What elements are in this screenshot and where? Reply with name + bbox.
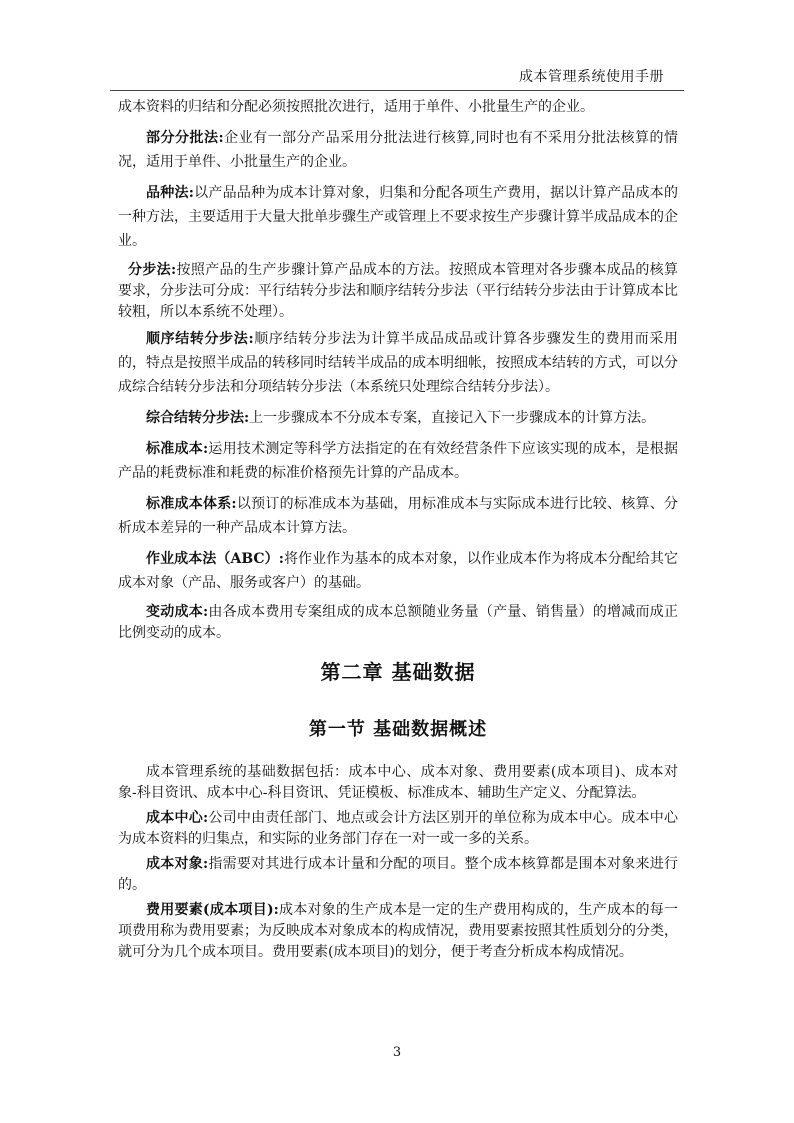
- definition-term: 分步法:: [128, 262, 177, 278]
- definition-term: 标准成本:: [146, 441, 209, 457]
- definition-term: 成本中心:: [146, 810, 209, 826]
- definition-paragraph: 费用要素(成本项目):成本对象的生产成本是一定的生产费用构成的，生产成本的每一项费用称为费用要素；为反映成本对象成本的构成情况，费用要素按照其性质划分的分类，就可分为几个成本项目。费用要素(成本项目)的划分，便于考查分析成本构成情况。: [118, 902, 678, 960]
- definition-paragraph: 变动成本:由各成本费用专案组成的成本总额随业务量（产量、销售量）的增减而成正比例变动的成本。: [118, 604, 678, 641]
- definition-paragraph: 顺序结转分步法:顺序结转分步法为计算半成品成品或计算各步骤发生的费用而采用的，特点是按照半成品的转移同时结转半成品的成本明细帐，按照成本结转的方式，可以分成综合结转分步法和分项结转分步法（本系统只处理综合结转分步法）。: [118, 331, 678, 395]
- paragraph: 成本资料的归结和分配必须按照批次进行，适用于单件、小批量生产的企业。: [118, 99, 594, 115]
- definition-term: 品种法:: [146, 185, 194, 201]
- header-rule: [110, 90, 684, 91]
- definition-term: 成本对象:: [146, 856, 209, 872]
- section-title: 第一节 基础数据概述: [308, 719, 488, 740]
- definition-term: 标准成本体系:: [146, 496, 237, 512]
- definition-paragraph: 标准成本体系:以预订的标准成本为基础，用标准成本与实际成本进行比较、核算、分析成本差异的一种产品成本计算方法。: [118, 496, 679, 536]
- definition-term: 变动成本:: [146, 604, 209, 620]
- definition-term: 综合结转分步法:: [146, 410, 250, 426]
- definition-term: 费用要素(成本项目):: [146, 902, 279, 918]
- definition-paragraph: 成本对象:指需要对其进行成本计量和分配的项目。整个成本核算都是围本对象来进行的。: [118, 856, 678, 893]
- page-body: [118, 95, 678, 967]
- page-number: 3: [392, 1045, 402, 1060]
- definition-paragraph: 分步法:按照产品的生产步骤计算产品成本的方法。按照成本管理对各步骤本成品的核算要求，分步法可分成：平行结转分步法和顺序结转分步法（平行结转分步法由于计算成本比较粗，所以本系统不处理）。: [118, 262, 679, 320]
- definition-paragraph: 作业成本法（ABC）:将作业作为基本的成本对象，以作业成本作为将成本分配给其它成本对象（产品、服务或客户）的基础。: [118, 551, 679, 591]
- definition-paragraph: 成本中心:公司中由责任部门、地点或会计方法区别开的单位称为成本中心。成本中心为成本资料的归集点，和实际的业务部门存在一对一或一多的关系。: [118, 810, 678, 847]
- paragraph: 成本管理系统的基础数据包括：成本中心、成本对象、费用要素(成本项目)、成本对象-科目资讯、成本中心-科目资讯、凭证模板、标准成本、辅助生产定义、分配算法。: [118, 764, 678, 801]
- definition-term: 作业成本法（ABC）:: [146, 551, 284, 567]
- definition-term: 部分分批法:: [146, 130, 224, 146]
- definition-term: 顺序结转分步法:: [146, 331, 254, 347]
- chapter-title: 第二章 基础数据: [320, 660, 476, 684]
- definition-paragraph: 部分分批法:企业有一部分产品采用分批法进行核算,同时也有不采用分批法核算的情况，适用于单件、小批量生产的企业。: [118, 130, 678, 170]
- definition-paragraph: 综合结转分步法:上一步骤成本不分成本专案，直接记入下一步骤成本的计算方法。: [146, 410, 656, 426]
- definition-paragraph: 品种法:以产品品种为成本计算对象，归集和分配各项生产费用，据以计算产品成本的一种方法，主要适用于大量大批单步骤生产或管理上不要求按生产步骤计算半成品成本的企业。: [118, 185, 679, 249]
- running-header: 成本管理系统使用手册: [519, 69, 664, 85]
- definition-paragraph: 标准成本:运用技术测定等科学方法指定的在有效经营条件下应该实现的成本，是根据产品的耗费标准和耗费的标准价格预先计算的产品成本。: [118, 441, 678, 481]
